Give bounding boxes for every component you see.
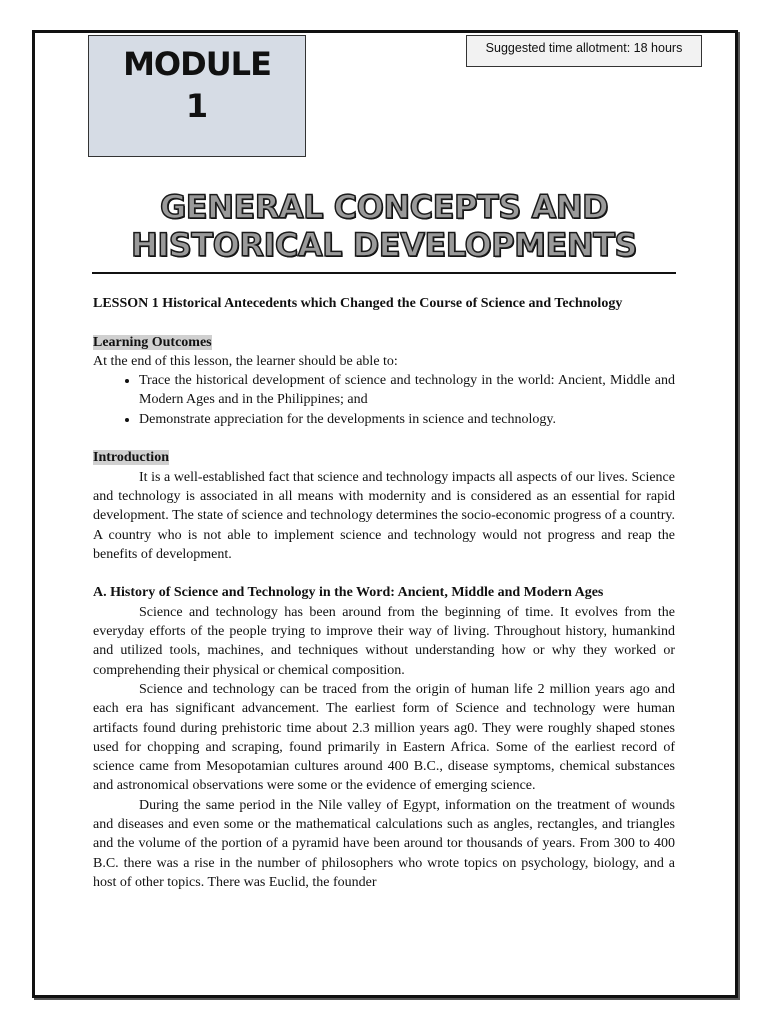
list-item: • Trace the historical development of science and technology in the world: Ancient, Middle and Modern Ages and in the Philippines; and: [139, 371, 675, 410]
module-box: [88, 35, 306, 157]
paragraph: Science and technology has been around from the beginning of time. It evolves from the everyday efforts of the people trying to improve their way of living. Throughout history, humankind and utilized tools, machines, and techniques without understanding how or why they worked or comprehending their physical or chemical composition.: [93, 604, 675, 678]
module-number: 1: [185, 87, 209, 125]
page-title: [92, 188, 676, 264]
paragraph: During the same period in the Nile valley of Egypt, information on the treatment of wounds and diseases and even some or the mathematical calculations such as angles, rectangles, and triangles and the volume of the portion of a pyramid have been around tor thousands of years. From 300 to 400 B.C. there was a rise in the number of philosophers who wrote topics on psychology, biology, and a host of other topics. There was Euclid, the founder: [93, 797, 675, 890]
learning-outcomes-intro: At the end of this lesson, the learner should be able to:: [93, 353, 398, 369]
lesson-heading: [93, 294, 675, 313]
title-divider: [92, 272, 676, 274]
time-allotment-box: Suggested time allotment: 18 hours: [466, 35, 702, 67]
introduction-paragraph: It is a well-established fact that science and technology impacts all aspects of our lives. Science and technology is associated in all means with modernity and is considered as an essential for rapid development. The state of science and technology determines the socio-economic progress of a country. A country who is not able to implement science and technology would not progress and reap the benefits of development.: [93, 469, 675, 562]
module-label: MODULE: [123, 45, 271, 83]
title-line-2: HISTORICAL DEVELOPMENTS: [131, 226, 637, 264]
lesson-label: LESSON 1: [93, 296, 159, 311]
introduction-heading: Introduction: [93, 450, 169, 466]
learning-outcomes-heading: Learning Outcomes: [93, 334, 212, 350]
learning-outcomes-list: [93, 371, 675, 429]
list-item: • Demonstrate appreciation for the developments in science and technology.: [139, 410, 675, 429]
title-line-1: GENERAL CONCEPTS AND: [159, 188, 609, 226]
section-a-heading: A. History of Science and Technology in the Word: Ancient, Middle and Modern Ages: [93, 585, 604, 601]
paragraph: Science and technology can be traced from the origin of human life 2 million years ago and each era has significant advancement. The earliest form of Science and technology were human artifacts found during prehistoric time about 2.3 million years ag0. They were roughly shaped stones used for chopping and scraping, found primarily in Eastern Africa. Some of the earliest record of science came from Mesopotamian cultures around 400 B.C., disease symptoms, chemical substances and astronomical observations were some or the evidence of emerging science.: [93, 681, 675, 794]
lesson-title: Historical Antecedents which Changed the Course of Science and Technology: [162, 296, 623, 311]
document-body: [93, 294, 675, 892]
